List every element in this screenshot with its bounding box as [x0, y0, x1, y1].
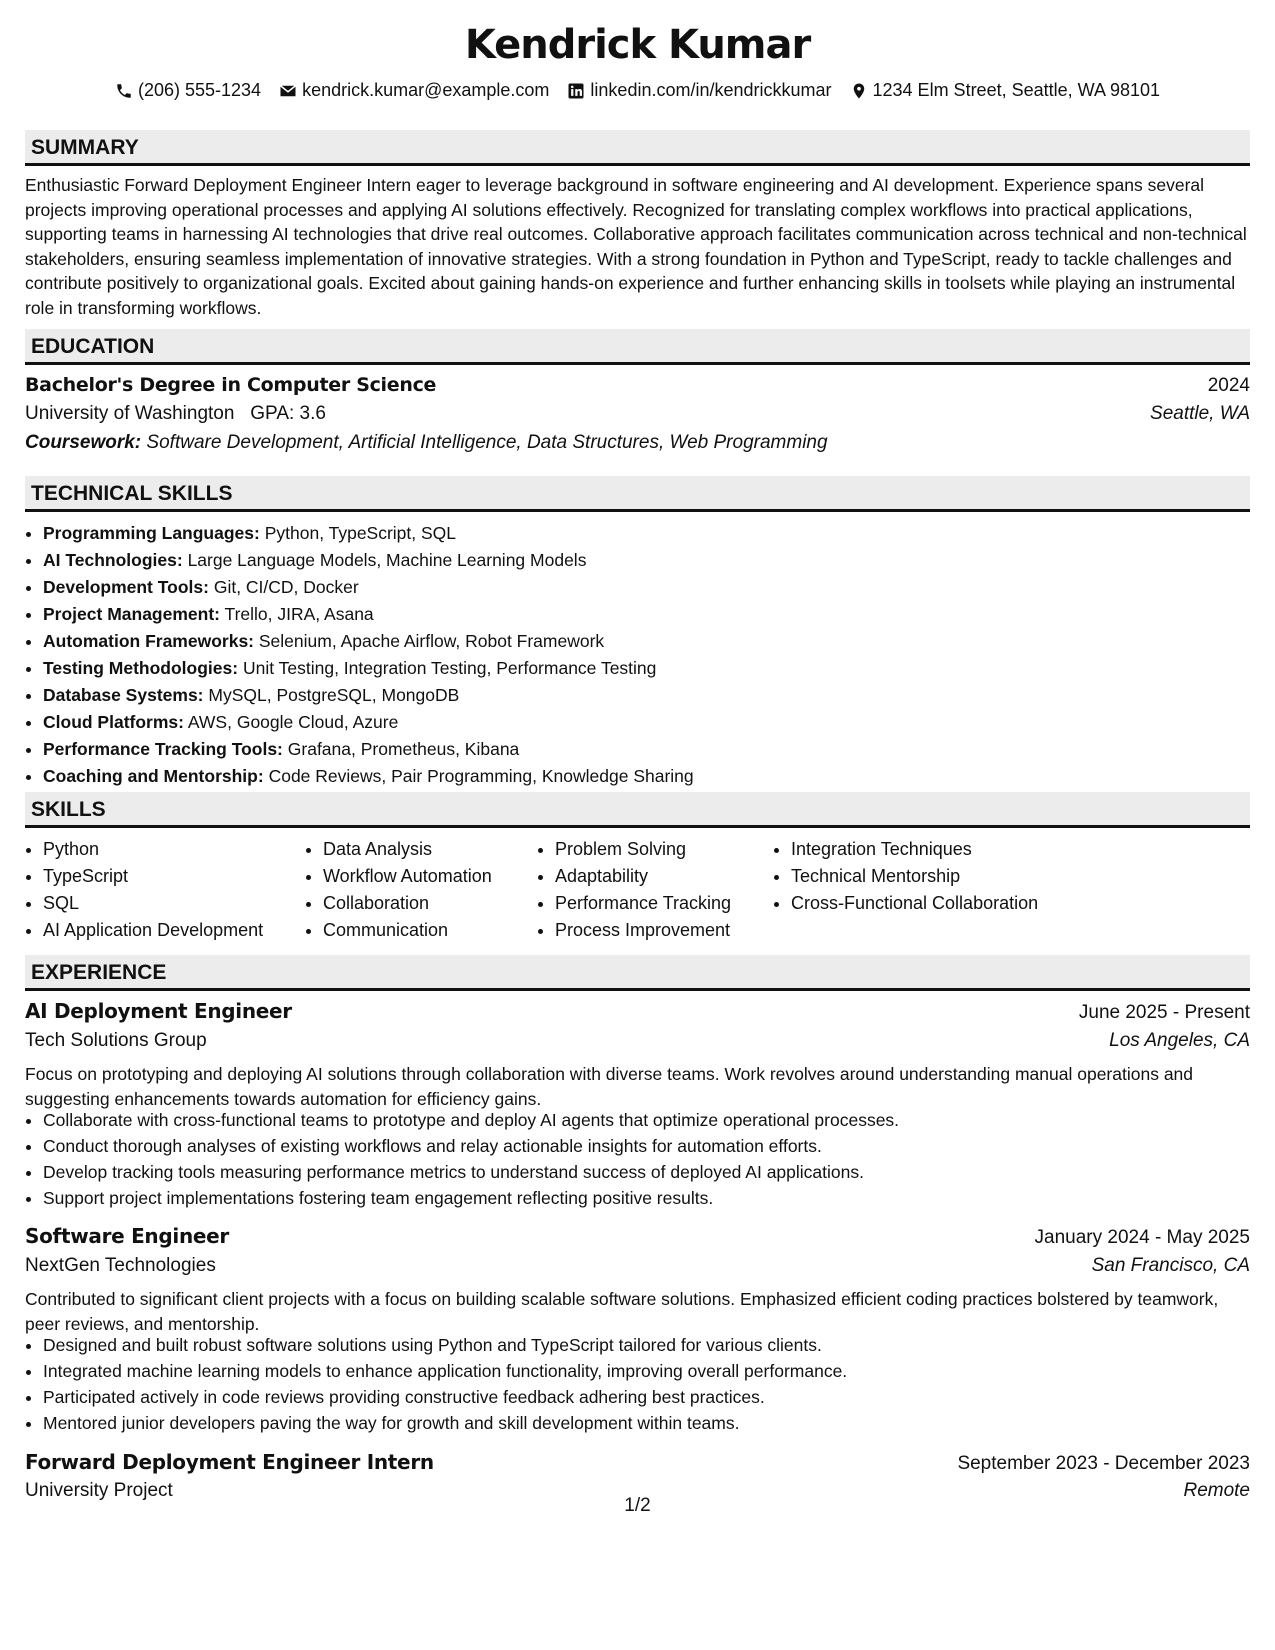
- skill-category-label: Project Management:: [43, 604, 220, 624]
- resume-page: [25, 0, 1250, 1650]
- job-title: AI Deployment Engineer: [25, 999, 292, 1023]
- graduation-year: 2024: [1207, 375, 1250, 396]
- list-item: [43, 655, 1248, 682]
- phone-text: (206) 555-1234: [137, 80, 262, 100]
- list-item: • TypeScript: [43, 863, 283, 890]
- skill-category-value: Trello, JIRA, Asana: [224, 604, 374, 624]
- job-title-row: [25, 1224, 1250, 1249]
- job-location: Los Angeles, CA: [1109, 1030, 1250, 1051]
- section-title: SKILLS: [31, 798, 106, 821]
- contact-bar: [25, 80, 1250, 101]
- email-link[interactable]: kendrick.kumar@example.com: [302, 80, 550, 100]
- section-title: EXPERIENCE: [31, 961, 167, 984]
- map-pin-icon: [850, 82, 868, 100]
- section-title: SUMMARY: [31, 136, 139, 159]
- technical-skills-list: [25, 520, 1248, 790]
- list-item: [43, 682, 1248, 709]
- job-location: San Francisco, CA: [1091, 1255, 1250, 1276]
- list-item: • Designed and built robust software solutions using Python and TypeScript tailored for various clients.: [43, 1332, 1248, 1358]
- list-item: [43, 547, 1248, 574]
- list-item: [43, 736, 1248, 763]
- list-item: • Process Improvement: [555, 917, 751, 944]
- list-item: • Collaborate with cross-functional teams to prototype and deploy AI agents that optimize operational processes.: [43, 1107, 1248, 1133]
- linkedin-icon: [567, 82, 585, 100]
- skill-category-label: Automation Frameworks:: [43, 631, 254, 651]
- envelope-icon: [279, 82, 297, 100]
- list-item: • Adaptability: [555, 863, 751, 890]
- coursework-label: Coursework:: [25, 432, 142, 453]
- skill-category-label: Development Tools:: [43, 577, 209, 597]
- coursework-row: [25, 432, 1250, 454]
- school-line: [25, 403, 326, 425]
- gpa: GPA: 3.6: [250, 403, 326, 424]
- degree-title: Bachelor's Degree in Computer Science: [25, 374, 437, 396]
- skills-column-2: [305, 836, 515, 944]
- coursework-line: [25, 432, 828, 454]
- list-item: • Python: [43, 836, 283, 863]
- contact-email[interactable]: [279, 80, 549, 101]
- list-item: [43, 763, 1248, 790]
- job-bullets: [25, 1107, 1248, 1211]
- skill-category-label: Programming Languages:: [43, 523, 260, 543]
- job-company: University Project: [25, 1480, 173, 1501]
- list-item: • Support project implementations fostering team engagement reflecting positive results.: [43, 1185, 1248, 1211]
- contact-phone: [115, 80, 261, 101]
- list-item: • Problem Solving: [555, 836, 751, 863]
- contact-address: [850, 80, 1161, 101]
- phone-icon: [115, 82, 133, 100]
- education-row-school: [25, 403, 1250, 425]
- list-item: • Data Analysis: [323, 836, 515, 863]
- section-title: EDUCATION: [31, 335, 155, 358]
- list-item: • Cross-Functional Collaboration: [791, 890, 1071, 917]
- job-dates: January 2024 - May 2025: [1034, 1227, 1250, 1248]
- address-text: 1234 Elm Street, Seattle, WA 98101: [872, 80, 1161, 100]
- skill-category-value: Grafana, Prometheus, Kibana: [287, 739, 520, 759]
- list-item: • Workflow Automation: [323, 863, 515, 890]
- list-item: • Participated actively in code reviews providing constructive feedback adhering best practices.: [43, 1384, 1248, 1410]
- skills-column-1: [25, 836, 283, 944]
- section-header-summary: [25, 130, 1250, 166]
- skill-category-value: Code Reviews, Pair Programming, Knowledge Sharing: [268, 766, 694, 786]
- list-item: [43, 628, 1248, 655]
- job-dates: September 2023 - December 2023: [957, 1453, 1250, 1474]
- job-dates: June 2025 - Present: [1078, 1002, 1250, 1023]
- skill-category-label: Performance Tracking Tools:: [43, 739, 283, 759]
- skill-category-value: Large Language Models, Machine Learning Models: [187, 550, 587, 570]
- coursework-list: Software Development, Artificial Intelligence, Data Structures, Web Programming: [146, 432, 828, 453]
- section-header-technical-skills: [25, 476, 1250, 512]
- list-item: [43, 601, 1248, 628]
- skill-category-value: Selenium, Apache Airflow, Robot Framework: [258, 631, 605, 651]
- skill-category-value: Unit Testing, Integration Testing, Performance Testing: [242, 658, 657, 678]
- job-title: Software Engineer: [25, 1224, 229, 1248]
- list-item: • Integrated machine learning models to enhance application functionality, improving overall performance.: [43, 1358, 1248, 1384]
- school-location: Seattle, WA: [1150, 403, 1250, 424]
- skill-category-label: Database Systems:: [43, 685, 204, 705]
- list-item: [43, 574, 1248, 601]
- list-item: • Communication: [323, 917, 515, 944]
- section-header-experience: [25, 955, 1250, 991]
- section-header-education: [25, 329, 1250, 365]
- skill-category-label: Cloud Platforms:: [43, 712, 184, 732]
- skills-column-3: [537, 836, 751, 944]
- list-item: • AI Application Development: [43, 917, 283, 944]
- list-item: • Conduct thorough analyses of existing workflows and relay actionable insights for automation efforts.: [43, 1133, 1248, 1159]
- section-header-skills: [25, 792, 1250, 828]
- skill-category-value: Git, CI/CD, Docker: [213, 577, 359, 597]
- job-title-row: [25, 999, 1250, 1024]
- job-description: Contributed to significant client projects with a focus on building scalable software solutions. Emphasized efficient coding practices bolstered by teamwork, peer reviews, and mentorship.: [25, 1289, 1219, 1334]
- job-description: Focus on prototyping and deploying AI solutions through collaboration with diverse teams. Work revolves around understanding manual operations and suggesting enhancements towards automation for efficiency gains.: [25, 1064, 1194, 1109]
- skills-column-4: [773, 836, 1071, 944]
- section-title: TECHNICAL SKILLS: [31, 482, 233, 505]
- summary-text: Enthusiastic Forward Deployment Engineer Intern eager to leverage background in software engineering and AI development. Experience spans several projects improving operational processes and applying AI solutions effectively. Recognized for translating complex workflows into practical applications, supporting teams in harnessing AI technologies that drive real outcomes. Collaborative approach facilitates communication across technical and non-technical stakeholders, ensuring seamless implementation of innovative strategies. With a strong foundation in Python and TypeScript, ready to tackle challenges and contribute positively to organizational goals. Excited about gaining hands-on experience and further enhancing skills in toolsets while playing an instrumental role in transforming workflows.: [25, 175, 1247, 318]
- school-name: University of Washington: [25, 403, 235, 424]
- skills-columns: [25, 836, 1093, 944]
- list-item: • Technical Mentorship: [791, 863, 1071, 890]
- education-row-degree: [25, 374, 1250, 397]
- linkedin-link[interactable]: linkedin.com/in/kendrickkumar: [590, 80, 832, 100]
- job-location: Remote: [1183, 1480, 1250, 1501]
- job-company: NextGen Technologies: [25, 1255, 216, 1276]
- list-item: • Collaboration: [323, 890, 515, 917]
- skill-category-value: Python, TypeScript, SQL: [264, 523, 457, 543]
- job-company: Tech Solutions Group: [25, 1030, 207, 1051]
- job-title-row: [25, 1450, 1250, 1475]
- candidate-name: Kendrick Kumar: [464, 22, 811, 68]
- job-company-row: [25, 1255, 1250, 1277]
- list-item: • Performance Tracking: [555, 890, 751, 917]
- page-number: 1/2: [624, 1495, 651, 1516]
- list-item: • Develop tracking tools measuring performance metrics to understand success of deployed AI applications.: [43, 1159, 1248, 1185]
- contact-linkedin[interactable]: [567, 80, 831, 101]
- job-bullets: [25, 1332, 1248, 1436]
- job-company-row: [25, 1030, 1250, 1052]
- list-item: [43, 520, 1248, 547]
- skill-category-value: AWS, Google Cloud, Azure: [187, 712, 399, 732]
- list-item: • SQL: [43, 890, 283, 917]
- skill-category-label: AI Technologies:: [43, 550, 183, 570]
- list-item: • Integration Techniques: [791, 836, 1071, 863]
- job-title: Forward Deployment Engineer Intern: [25, 1450, 434, 1474]
- skill-category-label: Coaching and Mentorship:: [43, 766, 264, 786]
- list-item: [43, 709, 1248, 736]
- list-item: • Mentored junior developers paving the way for growth and skill development within teams.: [43, 1410, 1248, 1436]
- skill-category-value: MySQL, PostgreSQL, MongoDB: [208, 685, 460, 705]
- skill-category-label: Testing Methodologies:: [43, 658, 239, 678]
